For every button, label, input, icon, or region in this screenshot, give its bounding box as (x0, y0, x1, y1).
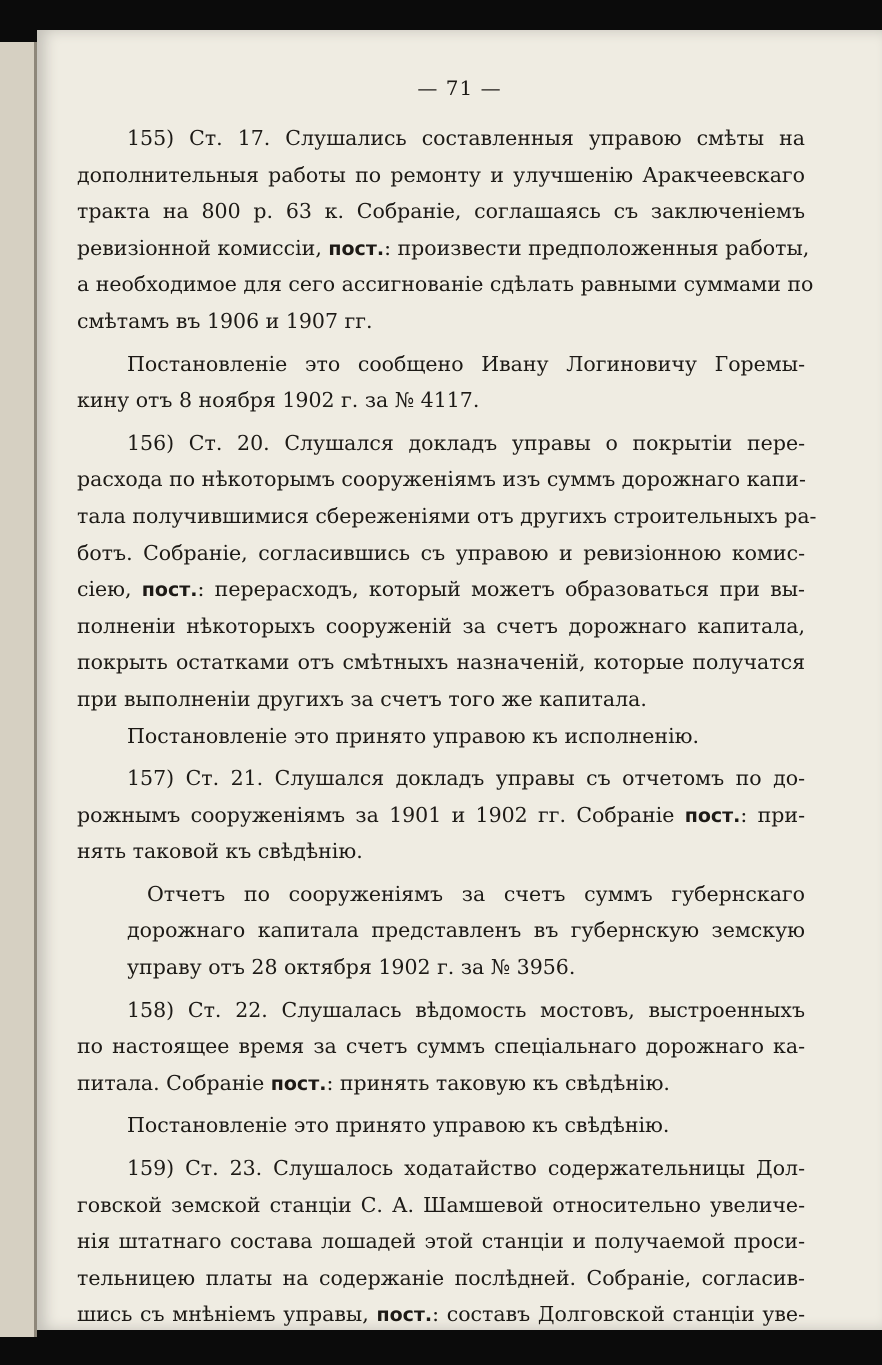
text-line: ботъ. Собраніе, согласившись съ управою и ревизіонною комис- (77, 540, 805, 565)
text-line: управу отъ 28 октября 1902 г. за № 3956. (127, 955, 576, 980)
keyword-post: пост. (328, 237, 385, 260)
text-line: полненіи нѣкоторыхъ сооруженій за счетъ дорожнаго капитала, (77, 613, 805, 638)
text-line: по настоящее время за счетъ суммъ спеціальнаго дорожнаго ка- (77, 1034, 805, 1059)
text-line: рожнымъ сооруженіямъ за 1901 и 1902 гг. Собраніе пост.: при- (77, 802, 805, 827)
paragraph-159 (77, 1150, 805, 1333)
keyword-post: пост. (684, 804, 741, 827)
text-line: а необходимое для сего ассигнованіе сдѣлать равными суммами по (77, 272, 814, 297)
text-line: покрыть остатками отъ смѣтныхъ назначеній, которые получатся (77, 650, 805, 675)
page-body (77, 120, 817, 1333)
keyword-post: пост. (376, 1304, 433, 1327)
text-line: ревизіонной комиссіи, пост.: произвести предположенныя работы, (77, 235, 810, 260)
scan-border (0, 1337, 882, 1365)
text-line: 157) Ст. 21. Слушался докладъ управы съ отчетомъ по до- (127, 766, 805, 791)
paragraph-note-155 (77, 346, 805, 419)
text-line: тельницею платы на содержаніе послѣдней. Собраніе, согласив- (77, 1265, 805, 1290)
text-line: нять таковой къ свѣдѣнію. (77, 839, 363, 864)
text-line: тала получившимися сбереженіями отъ другихъ строительныхъ ра- (77, 503, 817, 528)
text-line: при выполненіи другихъ за счетъ того же капитала. (77, 686, 647, 711)
text-line: питала. Собраніе пост.: принять таковую къ свѣдѣнію. (77, 1070, 670, 1095)
text-line: 155) Ст. 17. Слушались составленныя управою смѣты на (127, 126, 805, 150)
text-line: говской земской станціи С. А. Шамшевой относительно увеличе- (77, 1192, 805, 1217)
paragraph-note-157 (77, 876, 805, 986)
page-number: — 71 — (417, 76, 502, 100)
text-line: дорожнаго капитала представленъ въ губернскую земскую (127, 918, 805, 943)
text-line: дополнительныя работы по ремонту и улучшенію Аракчеевскаго (77, 162, 805, 187)
text-line: 159) Ст. 23. Слушалось ходатайство содержательницы Дол- (127, 1156, 805, 1181)
paragraph-156 (77, 425, 817, 718)
text-line: расхода по нѣкоторымъ сооруженіямъ изъ суммъ дорожнаго капи- (77, 467, 806, 492)
facing-page-edge (0, 42, 37, 1337)
text-line: Постановленіе это принято управою къ свѣдѣнію. (127, 1113, 670, 1138)
paragraph-note-156 (77, 718, 805, 755)
paragraph-note-158 (77, 1107, 805, 1144)
paragraph-158 (77, 992, 805, 1102)
text-line: кину отъ 8 ноября 1902 г. за № 4117. (77, 388, 480, 413)
text-line: 156) Ст. 20. Слушался докладъ управы о покрытіи пере- (127, 430, 805, 455)
text-line: смѣтамъ въ 1906 и 1907 гг. (77, 308, 373, 333)
text-line: тракта на 800 р. 63 к. Собраніе, соглашаясь съ заключеніемъ (77, 199, 805, 224)
text-line: шись съ мнѣніемъ управы, пост.: составъ Долговской станціи уве- (77, 1302, 805, 1327)
text-line: Постановленіе это принято управою къ исполненію. (127, 723, 699, 748)
text-line: Постановленіе это сообщено Ивану Логиновичу Горемы- (127, 351, 805, 376)
book-page (37, 30, 882, 1330)
text-line: сіею, пост.: перерасходъ, который можетъ образоваться при вы- (77, 577, 805, 602)
text-line: Отчетъ по сооруженіямъ за счетъ суммъ губернскаго (147, 881, 805, 906)
paragraph-157 (77, 760, 805, 870)
keyword-post: пост. (141, 579, 198, 602)
keyword-post: пост. (270, 1072, 327, 1095)
paragraph-155 (77, 120, 814, 340)
text-line: 158) Ст. 22. Слушалась вѣдомость мостовъ, выстроенныхъ (127, 997, 805, 1022)
text-line: нія штатнаго состава лошадей этой станціи и получаемой проси- (77, 1229, 805, 1254)
